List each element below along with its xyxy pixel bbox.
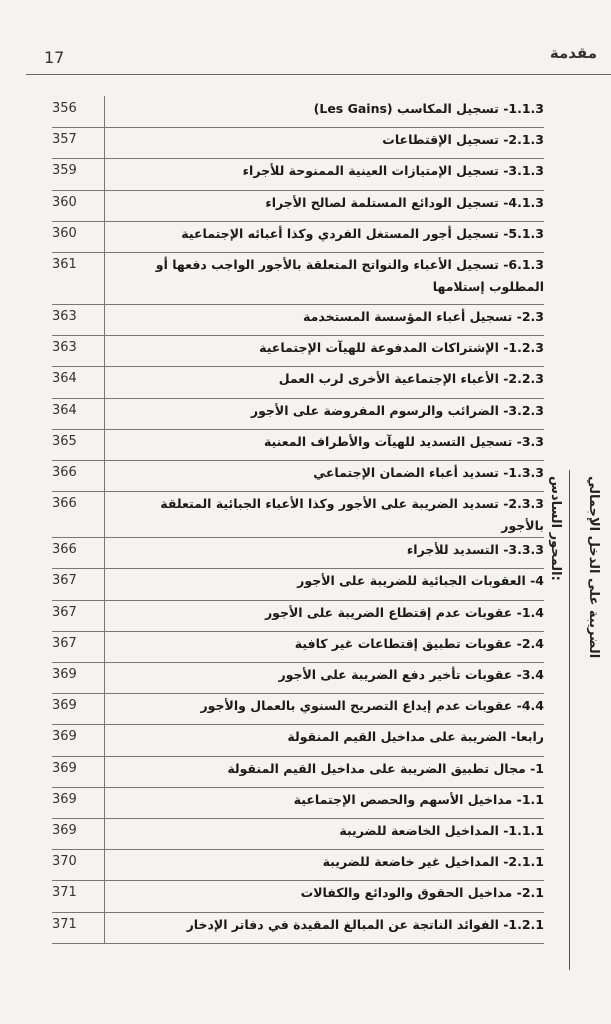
- toc-row: [52, 304, 544, 336]
- toc-entry-title: 2.3.3- تسديد الضريبة على الأجور وكذا الأعباء الجبائية المتعلقة بالأجور: [160, 496, 544, 534]
- toc-page-number: 356: [52, 101, 77, 116]
- toc-entry-title: 2.3- تسجيل أعباء المؤسسة المستخدمة: [303, 309, 544, 324]
- toc-page-number: 361: [52, 257, 77, 272]
- toc-row: [52, 724, 544, 756]
- toc-page-number: 363: [52, 309, 77, 324]
- toc-row: [52, 429, 544, 461]
- toc-row: [52, 600, 544, 632]
- toc-column-divider: [104, 818, 105, 850]
- toc-row: [52, 631, 544, 663]
- toc-page-number: 363: [52, 340, 77, 356]
- toc-row: [52, 460, 544, 492]
- toc-page-number: 369: [52, 698, 77, 714]
- toc-row: [52, 693, 544, 725]
- toc-column-divider: [104, 398, 105, 430]
- toc-column-divider: [104, 460, 105, 492]
- toc-column-divider: [104, 600, 105, 632]
- toc-column-divider: [104, 568, 105, 600]
- toc-page-number: 360: [52, 194, 77, 210]
- toc-row: [52, 537, 544, 569]
- toc-entry-title: 2.1.1- المداخيل غير خاضعة للضريبة: [322, 854, 544, 870]
- toc-page-number: 371: [52, 916, 77, 932]
- toc-column-divider: [104, 221, 105, 253]
- toc-page-number: 369: [52, 729, 77, 745]
- toc-column-divider: [104, 366, 105, 398]
- toc-row: [52, 127, 544, 159]
- toc-entry-title: 1.2.3- الإشتراكات المدفوعة للهيآت الإجتماعية: [259, 340, 544, 356]
- toc-column-divider: [104, 662, 105, 694]
- toc-column-divider: [104, 849, 105, 881]
- toc-page-number: 367: [52, 604, 77, 620]
- toc-column-divider: [104, 724, 105, 756]
- toc-page-number: 367: [52, 635, 77, 651]
- toc-column-divider: [104, 335, 105, 367]
- side-tab-label-title: الضريبة على الدخل الإجمالي: [586, 476, 601, 659]
- toc-column-divider: [104, 491, 105, 538]
- toc-row: [52, 158, 544, 190]
- chapter-heading: مقدمة: [549, 44, 597, 62]
- toc-entry-title: 4- العقوبات الجبائية للضريبة على الأجور: [297, 573, 544, 589]
- toc-column-divider: [104, 537, 105, 569]
- toc-row: [52, 849, 544, 881]
- toc-page-number: 369: [52, 760, 77, 776]
- toc-entry-title: 1.4- عقوبات عدم إقتطاع الضريبة على الأجور: [264, 604, 544, 620]
- toc-row: [52, 335, 544, 367]
- toc-entry-title: 2.4- عقوبات تطبيق إقتطاعات غير كافية: [294, 635, 544, 651]
- toc-column-divider: [104, 756, 105, 788]
- toc-column-divider: [104, 912, 105, 944]
- toc-entry-title: 2.1.3- تسجيل الإقتطاعات: [382, 132, 544, 148]
- table-of-contents: [52, 96, 544, 944]
- toc-row: [52, 366, 544, 398]
- toc-entry-title: 3.4- عقوبات تأخير دفع الضريبة على الأجور: [278, 667, 544, 682]
- toc-page-number: 364: [52, 402, 77, 418]
- toc-entry-title: رابعا- الضريبة على مداخيل القيم المنقولة: [287, 729, 544, 745]
- toc-page-number: 369: [52, 791, 77, 807]
- toc-row: [52, 880, 544, 912]
- toc-entry-title: 3.3- تسجيل التسديد للهيآت والأطراف المعنية: [263, 433, 544, 449]
- toc-column-divider: [104, 158, 105, 190]
- toc-page-number: 366: [52, 465, 77, 480]
- toc-entry-title: 1.3.3- تسديد أعباء الضمان الإجتماعي: [313, 465, 544, 480]
- toc-entry-title: 2.1- مداخيل الحقوق والودائع والكفالات: [300, 885, 544, 901]
- toc-entry-title: 3.1.3- تسجيل الإمتيازات العينية الممنوحة للأجراء: [242, 163, 544, 179]
- toc-page-number: 357: [52, 132, 77, 148]
- toc-entry-title: 6.1.3- تسجيل الأعباء والنواتج المتعلقة بالأجور الواجب دفعها أو المطلوب إستلامها: [155, 257, 544, 294]
- toc-column-divider: [104, 429, 105, 461]
- toc-page-number: 369: [52, 823, 77, 838]
- toc-row: [52, 398, 544, 430]
- toc-entry-title: 5.1.3- تسجيل أجور المستغل الفردي وكذا أعبائه الإجتماعية: [181, 225, 544, 241]
- toc-page-number: 366: [52, 496, 77, 512]
- toc-entry-title: 3.2.3- الضرائب والرسوم المفروضة على الأجور: [250, 402, 544, 418]
- toc-column-divider: [104, 96, 105, 128]
- toc-page-number: 366: [52, 542, 77, 558]
- toc-row: [52, 252, 544, 305]
- header-rule: [26, 74, 611, 75]
- toc-column-divider: [104, 880, 105, 912]
- side-tab-divider: [569, 470, 570, 970]
- toc-row: [52, 96, 544, 128]
- toc-row: [52, 568, 544, 600]
- toc-column-divider: [104, 190, 105, 222]
- page-number: 17: [44, 48, 65, 67]
- toc-page-number: 365: [52, 433, 77, 449]
- toc-row: [52, 818, 544, 850]
- toc-entry-title: 4.1.3- تسجيل الودائع المستلمة لصالح الأجراء: [265, 194, 544, 210]
- toc-entry-title: 4.4- عقوبات عدم إيداع التصريح السنوي بالعمال والأجور: [200, 698, 544, 714]
- toc-page-number: 367: [52, 573, 77, 589]
- toc-row: [52, 190, 544, 222]
- toc-entry-title: 3.3.3- التسديد للأجراء: [406, 542, 544, 558]
- toc-page-number: 364: [52, 371, 77, 387]
- side-tab-label-axis: المحور السادس:: [548, 476, 563, 581]
- toc-entry-title: 1.2.1- الفوائد الناتجة عن المبالغ المقيدة في دفاتر الإدخار: [186, 916, 544, 932]
- toc-entry-title: 1.1.3- تسجيل المكاسب (Les Gains): [313, 101, 544, 116]
- toc-row: [52, 662, 544, 694]
- toc-page-number: 370: [52, 854, 77, 870]
- toc-page-number: 371: [52, 885, 77, 901]
- toc-column-divider: [104, 693, 105, 725]
- toc-row: [52, 491, 544, 538]
- toc-row: [52, 912, 544, 944]
- toc-entry-title: 1.1.1- المداخيل الخاضعة للضريبة: [339, 823, 544, 838]
- toc-column-divider: [104, 127, 105, 159]
- toc-page-number: 359: [52, 163, 77, 179]
- toc-entry-title: 1.1- مداخيل الأسهم والحصص الإجتماعية: [293, 791, 544, 807]
- toc-entry-title: 2.2.3- الأعباء الإجتماعية الأخرى لرب العمل: [278, 371, 544, 387]
- toc-page-number: 369: [52, 667, 77, 682]
- toc-column-divider: [104, 252, 105, 305]
- toc-column-divider: [104, 787, 105, 819]
- toc-row: [52, 787, 544, 819]
- toc-column-divider: [104, 304, 105, 336]
- toc-row: [52, 756, 544, 788]
- toc-entry-title: 1- مجال تطبيق الضريبة على مداخيل القيم المنقولة: [227, 760, 544, 776]
- toc-column-divider: [104, 631, 105, 663]
- toc-page-number: 360: [52, 225, 77, 241]
- toc-row: [52, 221, 544, 253]
